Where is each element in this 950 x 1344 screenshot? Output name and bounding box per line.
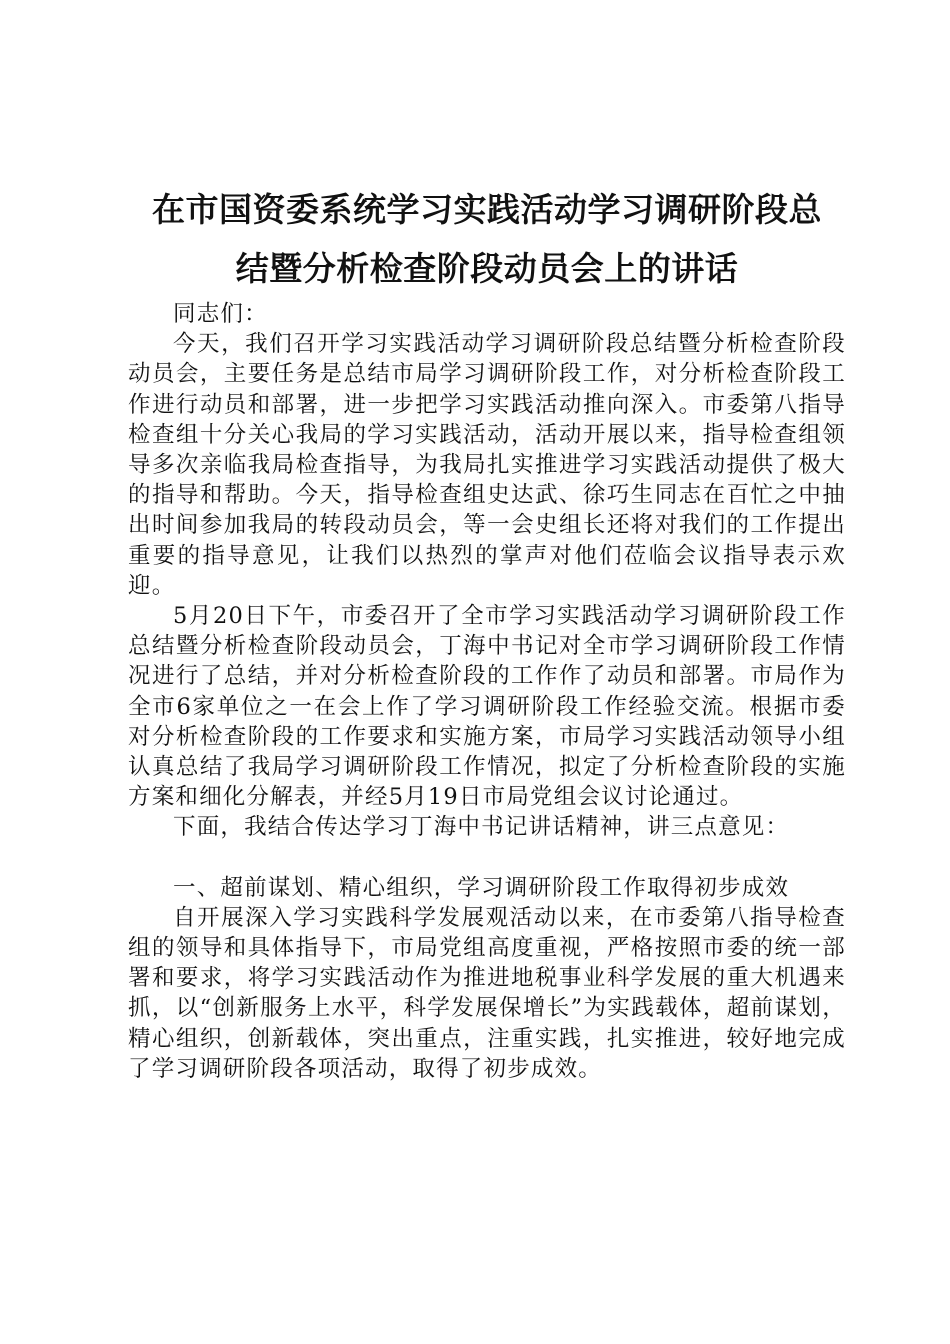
document-title	[128, 180, 846, 298]
paragraph-meeting-summary: 5月20日下午，市委召开了全市学习实践活动学习调研阶段工作总结暨分析检查阶段动员会，丁海中书记对全市学习调研阶段工作情况进行了总结，并对分析检查阶段的工作作了动员和部署。市局作为全市6家单位之一在会上作了学习调研阶段工作经验交流。根据市委对分析检查阶段的工作要求和实施方案，市局学习实践活动领导小组认真总结了我局学习调研阶段工作情况，拟定了分析检查阶段的实施方案和细化分解表，并经5月19日市局党组会议讨论通过。	[128, 603, 846, 811]
document-page	[128, 180, 846, 1084]
document-body	[128, 299, 846, 1084]
salutation: 同志们：	[173, 301, 268, 327]
section-heading-1: 一、超前谋划、精心组织，学习调研阶段工作取得初步成效	[173, 874, 790, 901]
paragraph-section-1: 自开展深入学习实践科学发展观活动以来，在市委第八指导检查组的领导和具体指导下，市局党组高度重视，严格按照市委的统一部署和要求，将学习实践活动作为推进地税事业科学发展的重大机遇来抓，以“创新服务上水平，科学发展保增长”为实践载体，超前谋划，精心组织，创新载体，突出重点，注重实践，扎实推进，较好地完成了学习调研阶段各项活动，取得了初步成效。	[128, 904, 846, 1082]
title-line-1: 在市国资委系统学习实践活动学习调研阶段总	[152, 190, 822, 229]
paragraph-opening: 今天，我们召开学习实践活动学习调研阶段总结暨分析检查阶段动员会，主要任务是总结市局学习调研阶段工作，对分析检查阶段工作进行动员和部署，进一步把学习实践活动推向深入。市委第八指导检查组十分关心我局的学习实践活动，活动开展以来，指导检查组领导多次亲临我局检查指导，为我局扎实推进学习实践活动提供了极大的指导和帮助。今天，指导检查组史达武、徐巧生同志在百忙之中抽出时间参加我局的转段动员会，等一会史组长还将对我们的工作提出重要的指导意见，让我们以热烈的掌声对他们莅临会议指导表示欢迎。	[128, 331, 846, 599]
title-line-2: 结暨分析检查阶段动员会上的讲话	[235, 249, 739, 288]
paragraph-transition: 下面，我结合传达学习丁海中书记讲话精神，讲三点意见：	[173, 814, 790, 841]
